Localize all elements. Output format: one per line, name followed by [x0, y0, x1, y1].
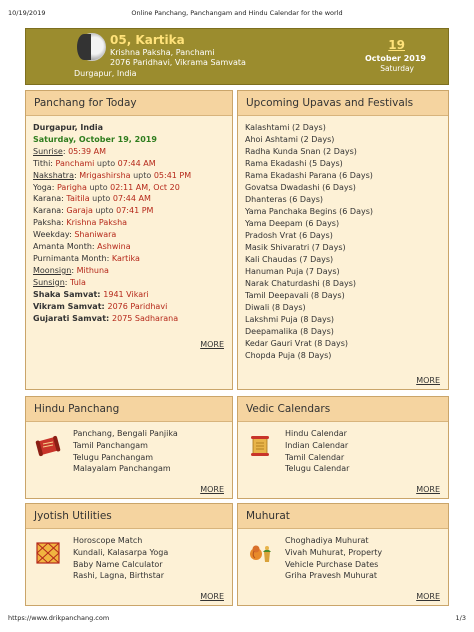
print-header [8, 9, 466, 19]
print-title: Online Panchang, Panchangam and Hindu Calendar for the world [131, 9, 343, 17]
nakshatra-time: 05:41 PM [153, 170, 192, 180]
tithi-label: Tithi [33, 158, 51, 168]
festival-item[interactable]: Kalashtami (2 Days) [245, 123, 326, 132]
tithi-value: Panchami [55, 158, 95, 168]
yoga-label: Yoga [33, 182, 52, 192]
karana-time: 07:44 AM [112, 194, 151, 204]
festival-item[interactable]: Kali Chaudas (7 Days) [245, 255, 334, 264]
link-choghadiya[interactable]: Choghadiya Muhurat [285, 536, 369, 545]
more-link[interactable]: MORE [416, 376, 440, 385]
link-vivah-muhurat[interactable]: Vivah Muhurat, Property [285, 547, 383, 557]
festival-item[interactable]: Deepamalika (8 Days) [245, 327, 334, 336]
moonsign-value: Mithuna [76, 265, 109, 275]
vikram-row: Vikram Samvat: 2076 Paridhavi [33, 301, 168, 311]
paksha-label: Paksha [33, 218, 62, 228]
festival-item[interactable]: Govatsa Dwadashi (6 Days) [245, 183, 356, 192]
panel-title: Panchang for Today [26, 91, 232, 116]
sunrise-link[interactable]: Sunrise [33, 146, 63, 156]
panel-title: Upcoming Upavas and Festivals [238, 91, 448, 116]
festival-item[interactable]: Yama Panchaka Begins (6 Days) [245, 207, 374, 216]
date-banner [25, 28, 449, 85]
print-url: https://www.drikpanchang.com [8, 614, 110, 622]
upavas-festivals-panel [237, 90, 449, 390]
current-date: Saturday, October 19, 2019 [33, 134, 157, 144]
festival-item[interactable]: Rama Ekadashi (5 Days) [245, 159, 343, 168]
festival-item[interactable]: Radha Kunda Snan (2 Days) [245, 147, 357, 156]
muhurat-panel [237, 503, 449, 606]
panel-title: Jyotish Utilities [26, 504, 232, 529]
weekday: Saturday [380, 64, 414, 73]
tithi-row: Tithi: Panchami upto 07:44 AM [33, 158, 156, 168]
purnimanta-label: Purnimanta Month [33, 253, 107, 263]
festival-item[interactable]: Diwali (8 Days) [245, 303, 306, 312]
festival-item[interactable]: Kedar Gauri Vrat (8 Days) [245, 339, 348, 348]
moonsign-row: Moonsign: Mithuna [33, 265, 109, 275]
link-telugu-calendar[interactable]: Telugu Calendar [285, 464, 350, 474]
kundali-chart-icon [34, 542, 62, 564]
amanta-value: Ashwina [97, 242, 131, 252]
karana-time: 07:41 PM [116, 206, 154, 216]
purnimanta-value: Kartika [111, 253, 140, 263]
weekday-value: Shaniwara [74, 230, 117, 240]
print-page-number: 1/3 [455, 614, 466, 622]
panel-title: Vedic Calendars [238, 397, 448, 422]
upto-text: upto [95, 206, 114, 216]
festival-item[interactable]: Hanuman Puja (7 Days) [245, 267, 340, 276]
link-griha-pravesh[interactable]: Griha Pravesh Muhurat [285, 571, 377, 581]
link-tamil-calendar[interactable]: Tamil Calendar [285, 452, 345, 462]
day-number-link[interactable]: 19 [388, 38, 405, 52]
location-link[interactable]: Durgapur, India [74, 69, 137, 78]
shaka-label: Shaka Samvat [33, 289, 98, 299]
print-date: 10/19/2019 [8, 9, 46, 17]
link-vehicle-purchase[interactable]: Vehicle Purchase Dates [285, 559, 379, 569]
scroll-icon [34, 435, 62, 457]
jyotish-utilities-panel [25, 503, 233, 606]
weekday-row: Weekday: Shaniwara [33, 230, 117, 240]
nakshatra-row: Nakshatra: Mrigashirsha upto 05:41 PM [33, 170, 192, 180]
nakshatra-value: Mrigashirsha [79, 170, 131, 180]
tithi-title[interactable]: 05, Kartika [110, 33, 185, 47]
link-tamil-panchangam[interactable]: Tamil Panchangam [73, 440, 148, 450]
vikram-value: 2076 Paridhavi [107, 301, 168, 311]
karana-label: Karana [33, 194, 62, 204]
karana-row: Karana: Taitila upto 07:44 AM [33, 194, 151, 204]
amanta-label: Amanta Month [33, 242, 92, 252]
amanta-row: Amanta Month: Ashwina [33, 242, 131, 252]
karana-value: Taitila [66, 194, 90, 204]
shaka-row: Shaka Samvat: 1941 Vikari [33, 289, 149, 299]
weekday-label: Weekday [33, 230, 70, 240]
more-link[interactable]: MORE [416, 485, 440, 494]
nakshatra-link[interactable]: Nakshatra [33, 170, 74, 180]
gujarati-row: Gujarati Samvat: 2075 Sadharana [33, 313, 179, 323]
month-year: October 2019 [364, 54, 426, 63]
ganesha-kalash-icon [246, 542, 274, 564]
gujarati-value: 2075 Sadharana [112, 313, 179, 323]
karana-label: Karana [33, 206, 62, 216]
paksha-value: Krishna Paksha [66, 218, 128, 228]
festival-item[interactable]: Dhanteras (6 Days) [245, 195, 324, 204]
festival-item[interactable]: Ahoi Ashtami (2 Days) [245, 135, 335, 144]
panel-title: Muhurat [238, 504, 448, 529]
hindu-panchang-panel [25, 396, 233, 499]
panchang-today-panel [25, 90, 233, 390]
more-link[interactable]: MORE [200, 485, 224, 494]
link-rashi[interactable]: Rashi, Lagna, Birthstar [73, 571, 165, 581]
link-horoscope-match[interactable]: Horoscope Match [73, 536, 143, 545]
yoga-time: 02:11 AM, Oct 20 [110, 182, 180, 192]
festival-item[interactable]: Rama Ekadashi Parana (6 Days) [245, 171, 373, 180]
purnimanta-row: Purnimanta Month: Kartika [33, 253, 140, 263]
link-baby-name[interactable]: Baby Name Calculator [73, 559, 163, 569]
moon-phase-icon [78, 33, 106, 61]
paksha-row: Paksha: Krishna Paksha [33, 218, 128, 228]
vikram-label: Vikram Samvat [33, 301, 102, 311]
festival-item[interactable]: Narak Chaturdashi (8 Days) [245, 279, 356, 288]
paksha-line: Krishna Paksha, Panchami [110, 48, 215, 57]
shaka-value: 1941 Vikari [103, 289, 149, 299]
panel-title: Hindu Panchang [26, 397, 232, 422]
upto-text: upto [92, 194, 111, 204]
upto-text: upto [89, 182, 108, 192]
festival-item[interactable]: Pradosh Vrat (6 Days) [245, 231, 333, 240]
link-malayalam-panchangam[interactable]: Malayalam Panchangam [73, 464, 171, 474]
samvata-line: 2076 Paridhavi, Vikrama Samvata [110, 58, 246, 67]
sunrise-value: 05:39 AM [68, 146, 107, 156]
location: Durgapur, India [33, 123, 103, 132]
moonsign-link[interactable]: Moonsign [33, 265, 72, 275]
festival-item[interactable]: Chopda Puja (8 Days) [245, 351, 332, 360]
sunsign-link[interactable]: Sunsign [33, 277, 65, 287]
festival-item[interactable]: Masik Shivaratri (7 Days) [245, 243, 346, 252]
upto-text: upto [133, 170, 152, 180]
festival-list [238, 116, 448, 362]
gujarati-label: Gujarati Samvat [33, 313, 107, 323]
sunsign-value: Tula [70, 277, 86, 287]
vedic-calendars-panel [237, 396, 449, 499]
more-link[interactable]: MORE [416, 592, 440, 601]
festival-item[interactable]: Tamil Deepavali (8 Days) [245, 291, 345, 300]
sunrise-row: Sunrise: 05:39 AM [33, 146, 107, 156]
yoga-row: Yoga: Parigha upto 02:11 AM, Oct 20 [33, 182, 180, 192]
tithi-time: 07:44 AM [117, 158, 156, 168]
link-hindu-calendar[interactable]: Hindu Calendar [285, 429, 347, 438]
upto-text: upto [96, 158, 116, 168]
more-link[interactable]: MORE [200, 340, 224, 349]
calendar-scroll-icon [246, 435, 274, 457]
karana-value: Garaja [66, 206, 93, 216]
link-indian-calendar[interactable]: Indian Calendar [285, 440, 349, 450]
festival-item[interactable]: Yama Deepam (6 Days) [245, 219, 340, 228]
link-telugu-panchangam[interactable]: Telugu Panchangam [73, 452, 154, 462]
link-kundali[interactable]: Kundali, Kalasarpa Yoga [73, 547, 169, 557]
festival-item[interactable]: Lakshmi Puja (8 Days) [245, 315, 335, 324]
link-panchang-bengali[interactable]: Panchang, Bengali Panjika [73, 429, 178, 438]
karana-row: Karana: Garaja upto 07:41 PM [33, 206, 154, 216]
more-link[interactable]: MORE [200, 592, 224, 601]
yoga-value: Parigha [56, 182, 87, 192]
sunsign-row: Sunsign: Tula [33, 277, 86, 287]
print-footer [8, 614, 466, 624]
